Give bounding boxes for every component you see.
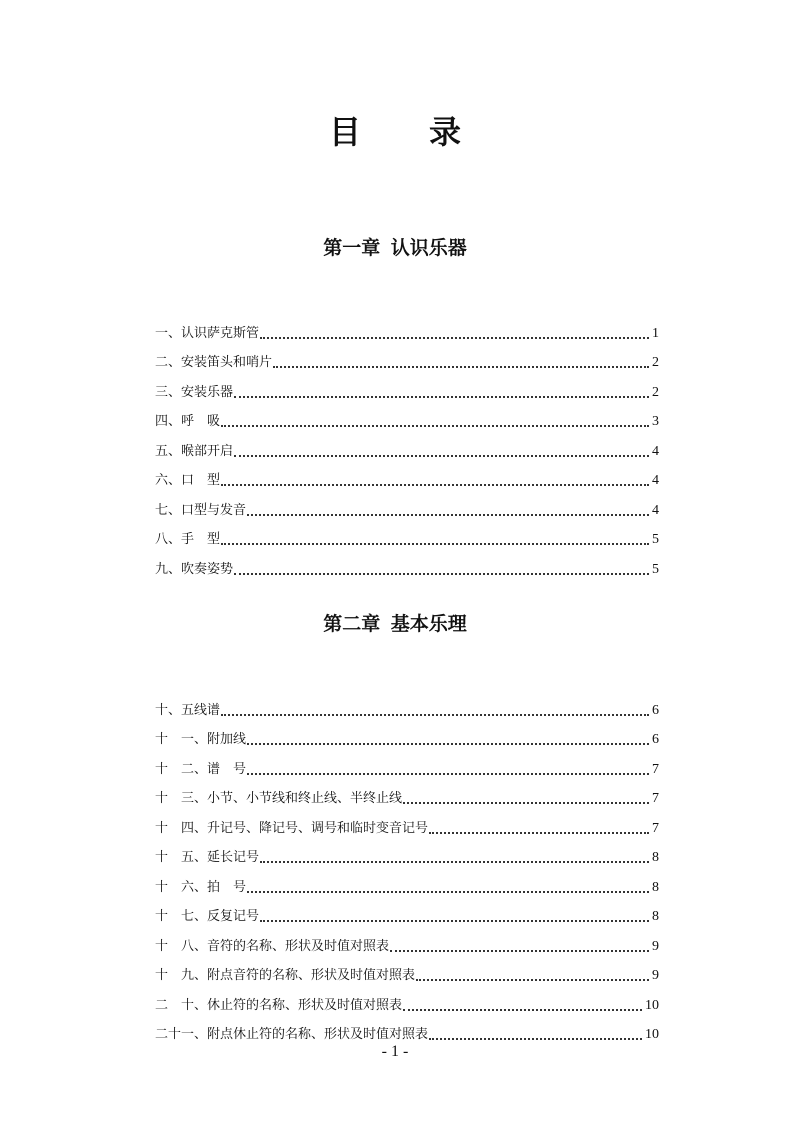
toc-entry-page-number: 7 [652, 820, 659, 836]
toc-entry-label: 七、口型与发音 [155, 502, 247, 518]
dot-leader [403, 802, 649, 804]
toc-entry-page-number: 4 [652, 443, 659, 459]
dot-leader [416, 979, 649, 981]
toc-entry-page-number: 10 [645, 997, 659, 1013]
toc-entry-label: 三、安装乐器 [155, 384, 234, 400]
dot-leader [273, 366, 649, 368]
toc-entry[interactable] [155, 811, 659, 841]
toc-entry[interactable] [155, 405, 659, 435]
toc-entry-label: 九、吹奏姿势 [155, 561, 234, 577]
toc-entry-page-number: 1 [652, 325, 659, 341]
dot-leader [247, 773, 649, 775]
toc-entry[interactable] [155, 870, 659, 900]
dot-leader [260, 337, 649, 339]
toc-entry[interactable] [155, 900, 659, 930]
toc-entry-label: 二 十、休止符的名称、形状及时值对照表 [155, 997, 403, 1013]
toc-entry-page-number: 9 [652, 938, 659, 954]
toc-entry-label: 二、安装笛头和哨片 [155, 355, 273, 370]
toc-entry-label: 十 一、附加线 [155, 732, 247, 747]
toc-list [155, 693, 659, 1047]
toc-entry[interactable] [155, 316, 659, 346]
toc-entry-page-number: 4 [652, 502, 659, 518]
dot-leader [403, 1009, 642, 1011]
toc-entry-page-number: 2 [652, 355, 659, 370]
toc-entry-label: 十 七、反复记号 [155, 909, 260, 924]
dot-leader [247, 514, 649, 516]
toc-entry[interactable] [155, 434, 659, 464]
toc-entry[interactable] [155, 782, 659, 812]
toc-entry-label: 十 二、谱 号 [155, 761, 247, 777]
toc-entry-label: 十 四、升记号、降记号、调号和临时变音记号 [155, 820, 429, 836]
toc-entry-page-number: 10 [645, 1027, 659, 1042]
toc-entry-label: 十、五线谱 [155, 702, 221, 718]
dot-leader [234, 396, 649, 398]
dot-leader [429, 1038, 642, 1040]
toc-entry-page-number: 4 [652, 473, 659, 488]
toc-entry-label: 十 九、附点音符的名称、形状及时值对照表 [155, 968, 416, 983]
toc-entry[interactable] [155, 841, 659, 871]
chapter-heading: 第一章 认识乐器 [323, 237, 467, 259]
toc-entry-label: 八、手 型 [155, 532, 221, 547]
toc-entry-label: 一、认识萨克斯管 [155, 325, 260, 341]
toc-entry-page-number: 8 [652, 850, 659, 865]
toc-entry-page-number: 6 [652, 732, 659, 747]
toc-entry[interactable] [155, 552, 659, 582]
toc-entry[interactable] [155, 929, 659, 959]
footer-page-number: - 1 - [381, 1043, 409, 1060]
dot-leader [221, 425, 649, 427]
dot-leader [390, 950, 649, 952]
toc-entry-page-number: 9 [652, 968, 659, 983]
dot-leader [234, 573, 649, 575]
dot-leader [247, 743, 649, 745]
toc-entry[interactable] [155, 375, 659, 405]
toc-entry[interactable] [155, 959, 659, 989]
toc-entry-page-number: 8 [652, 909, 659, 924]
toc-entry-label: 十 六、拍 号 [155, 879, 247, 895]
toc-entry-label: 六、口 型 [155, 473, 221, 488]
toc-entry[interactable] [155, 523, 659, 553]
toc-entry[interactable] [155, 752, 659, 782]
toc-entry-page-number: 3 [652, 414, 659, 429]
toc-entry[interactable] [155, 464, 659, 494]
dot-leader [247, 891, 649, 893]
toc-entry-label: 十 八、音符的名称、形状及时值对照表 [155, 938, 390, 954]
dot-leader [234, 455, 649, 457]
dot-leader [260, 861, 649, 863]
toc-entry[interactable] [155, 693, 659, 723]
dot-leader [260, 920, 649, 922]
toc-entry-label: 四、呼 吸 [155, 414, 221, 429]
page-title-part-2: 录 [429, 113, 462, 151]
toc-entry[interactable] [155, 723, 659, 753]
toc-entry[interactable] [155, 346, 659, 376]
toc-entry-page-number: 2 [652, 384, 659, 400]
toc-entry[interactable] [155, 988, 659, 1018]
page-title [0, 110, 790, 154]
toc-entry-page-number: 7 [652, 791, 659, 806]
toc-entry-page-number: 5 [652, 532, 659, 547]
dot-leader [221, 714, 649, 716]
toc-entry-label: 十 三、小节、小节线和终止线、半终止线 [155, 791, 403, 806]
toc-entry-page-number: 8 [652, 879, 659, 895]
toc-entry[interactable] [155, 493, 659, 523]
dot-leader [429, 832, 649, 834]
dot-leader [221, 484, 649, 486]
toc-entry-page-number: 7 [652, 761, 659, 777]
dot-leader [221, 543, 649, 545]
toc-list [155, 316, 659, 582]
toc-entry-page-number: 5 [652, 561, 659, 577]
toc-entry-label: 二十一、附点休止符的名称、形状及时值对照表 [155, 1027, 429, 1042]
toc-entry-label: 十 五、延长记号 [155, 850, 260, 865]
toc-entry-page-number: 6 [652, 702, 659, 718]
page-title-part-1: 目 [328, 113, 361, 151]
toc-entry-label: 五、喉部开启 [155, 443, 234, 459]
chapter-heading: 第二章 基本乐理 [323, 613, 467, 635]
